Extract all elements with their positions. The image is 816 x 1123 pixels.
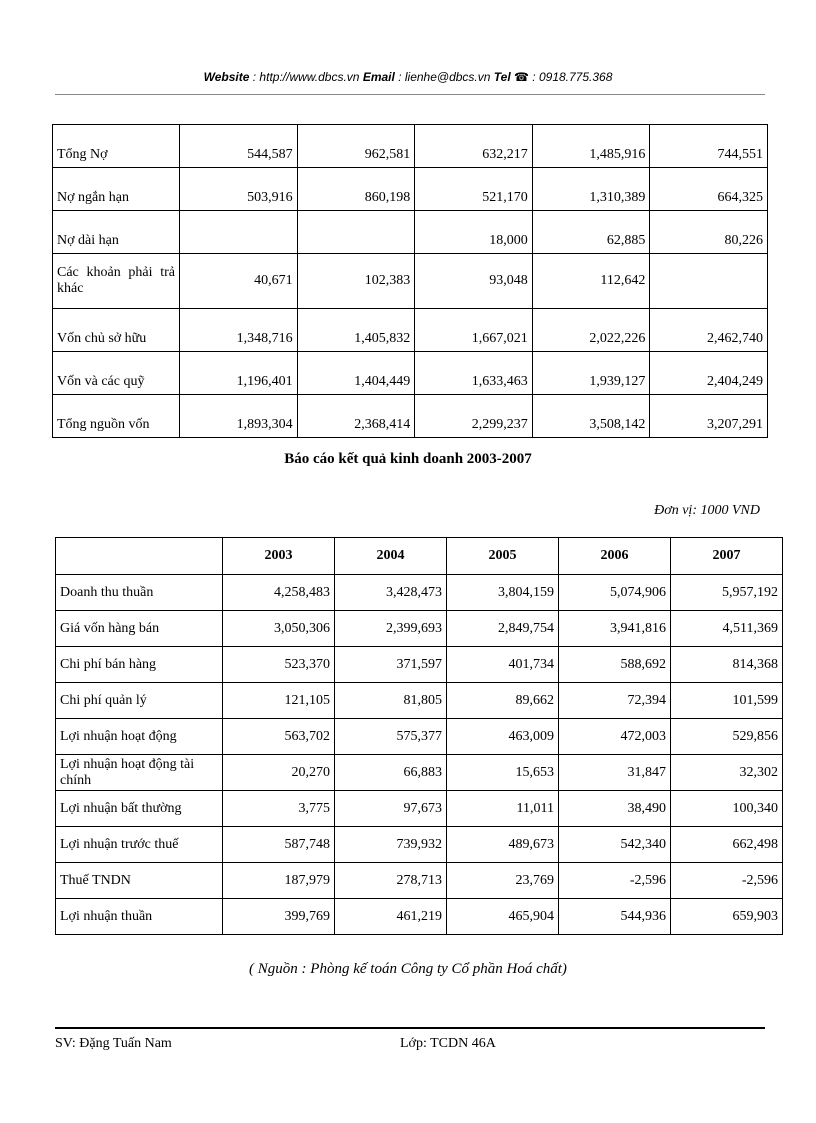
table-cell: -2,596 [559,863,671,899]
footer-divider [55,1027,765,1029]
table-row [53,254,768,309]
row-label: Lợi nhuận hoạt động tài chính [56,755,223,791]
table-cell: 72,394 [559,683,671,719]
table-cell: 371,597 [335,647,447,683]
table-cell: 2,022,226 [532,309,650,352]
row-label: Nợ ngắn hạn [53,168,180,211]
year-header: 2007 [671,538,783,575]
row-label: Các khoản phải trả khác [53,254,180,309]
table-row [53,125,768,168]
table-row [53,168,768,211]
year-header: 2003 [223,538,335,575]
table-cell: 3,804,159 [447,575,559,611]
table-cell: 659,903 [671,899,783,935]
table-cell: 18,000 [415,211,533,254]
table-cell: 62,885 [532,211,650,254]
table-cell: 575,377 [335,719,447,755]
table-cell: 81,805 [335,683,447,719]
table-cell: 1,310,389 [532,168,650,211]
table-cell: 544,587 [180,125,298,168]
income-table [55,537,783,935]
row-label: Tổng Nợ [53,125,180,168]
table-cell: 102,383 [297,254,415,309]
table-cell: 278,713 [335,863,447,899]
table-cell: 2,849,754 [447,611,559,647]
table-cell: 465,904 [447,899,559,935]
year-header: 2004 [335,538,447,575]
table-cell: 463,009 [447,719,559,755]
table-cell: 1,939,127 [532,352,650,395]
table-cell: 1,196,401 [180,352,298,395]
year-header: 2006 [559,538,671,575]
table-cell: 739,932 [335,827,447,863]
table-cell: 38,490 [559,791,671,827]
table-row [56,755,783,791]
table-cell: 588,692 [559,647,671,683]
table-cell: 3,775 [223,791,335,827]
table-cell: 860,198 [297,168,415,211]
row-label: Vốn và các quỹ [53,352,180,395]
table-cell: 2,404,249 [650,352,768,395]
table-cell: 5,074,906 [559,575,671,611]
table-cell [180,211,298,254]
website-link[interactable]: : http://www.dbcs.vn [252,70,360,84]
table-row [56,683,783,719]
row-label: Giá vốn hàng bán [56,611,223,647]
table-cell: 80,226 [650,211,768,254]
table-cell: 664,325 [650,168,768,211]
table-cell: 544,936 [559,899,671,935]
row-label: Lợi nhuận trước thuế [56,827,223,863]
table-cell: 542,340 [559,827,671,863]
page-header [0,70,816,84]
table-cell: 31,847 [559,755,671,791]
table-cell: 5,957,192 [671,575,783,611]
footer-class: Lớp: TCDN 46A [400,1036,496,1051]
tel-value: : 0918.775.368 [532,70,613,84]
footer-student: SV: Đặng Tuấn Nam [55,1036,172,1051]
table-cell: 3,508,142 [532,395,650,438]
table-cell: 1,893,304 [180,395,298,438]
row-label: Lợi nhuận bất thường [56,791,223,827]
table-row [56,575,783,611]
table-cell: 1,667,021 [415,309,533,352]
table-cell: 1,405,832 [297,309,415,352]
header-divider [55,94,765,95]
table-cell: 23,769 [447,863,559,899]
table-cell: 3,941,816 [559,611,671,647]
source-note: ( Nguồn : Phòng kế toán Công ty Cổ phần Hoá chất) [249,961,567,977]
table-row [53,395,768,438]
table-row [53,309,768,352]
table-cell: 1,485,916 [532,125,650,168]
table-cell: 112,642 [532,254,650,309]
table-cell: 93,048 [415,254,533,309]
table-cell: 3,428,473 [335,575,447,611]
table-row [53,352,768,395]
table-cell: 521,170 [415,168,533,211]
table-cell: 2,299,237 [415,395,533,438]
table-cell: 401,734 [447,647,559,683]
row-label: Chi phí bán hàng [56,647,223,683]
table-header-row [56,538,783,575]
table-cell: 1,404,449 [297,352,415,395]
row-label: Chi phí quản lý [56,683,223,719]
unit-label: Đơn vị: 1000 VND [654,503,760,518]
row-label: Vốn chủ sở hữu [53,309,180,352]
table-row [56,791,783,827]
table-cell: 1,633,463 [415,352,533,395]
table-cell: 744,551 [650,125,768,168]
table-cell: 1,348,716 [180,309,298,352]
table-row [53,211,768,254]
income-statement-title: Báo cáo kết quả kinh doanh 2003-2007 [284,451,532,467]
table-cell: 962,581 [297,125,415,168]
table-cell: 11,011 [447,791,559,827]
row-label: Lợi nhuận hoạt động [56,719,223,755]
table-cell: 4,511,369 [671,611,783,647]
table-cell: 814,368 [671,647,783,683]
table-row [56,647,783,683]
table-cell: 662,498 [671,827,783,863]
table-cell: 523,370 [223,647,335,683]
table-row [56,899,783,935]
table-row [56,611,783,647]
table-cell: 461,219 [335,899,447,935]
table-cell: 632,217 [415,125,533,168]
table-cell: 2,368,414 [297,395,415,438]
balance-table [52,124,768,438]
row-label: Thuế TNDN [56,863,223,899]
table-row [56,863,783,899]
table-cell [650,254,768,309]
year-header: 2005 [447,538,559,575]
header-corner-cell [56,538,223,575]
table-cell: 399,769 [223,899,335,935]
table-cell: 97,673 [335,791,447,827]
table-cell: 100,340 [671,791,783,827]
table-cell: 20,270 [223,755,335,791]
table-cell: 15,653 [447,755,559,791]
table-cell: 40,671 [180,254,298,309]
table-cell: 563,702 [223,719,335,755]
table-cell: 587,748 [223,827,335,863]
table-cell: 187,979 [223,863,335,899]
table-cell: 472,003 [559,719,671,755]
table-cell: 2,399,693 [335,611,447,647]
table-row [56,719,783,755]
row-label: Nợ dài hạn [53,211,180,254]
table-cell: 32,302 [671,755,783,791]
table-cell: 489,673 [447,827,559,863]
table-cell: 3,207,291 [650,395,768,438]
table-cell: 529,856 [671,719,783,755]
table-cell: -2,596 [671,863,783,899]
table-cell: 503,916 [180,168,298,211]
website-label: Website [203,70,250,84]
table-row [56,827,783,863]
table-cell: 2,462,740 [650,309,768,352]
tel-label: Tel ☎ [493,70,529,84]
row-label: Doanh thu thuần [56,575,223,611]
table-cell: 4,258,483 [223,575,335,611]
row-label: Lợi nhuận thuần [56,899,223,935]
table-cell: 66,883 [335,755,447,791]
table-cell: 89,662 [447,683,559,719]
row-label: Tổng nguồn vốn [53,395,180,438]
table-cell [297,211,415,254]
table-cell: 101,599 [671,683,783,719]
table-cell: 121,105 [223,683,335,719]
table-cell: 3,050,306 [223,611,335,647]
email-link[interactable]: : lienhe@dbcs.vn [398,70,491,84]
email-label: Email [362,70,395,84]
